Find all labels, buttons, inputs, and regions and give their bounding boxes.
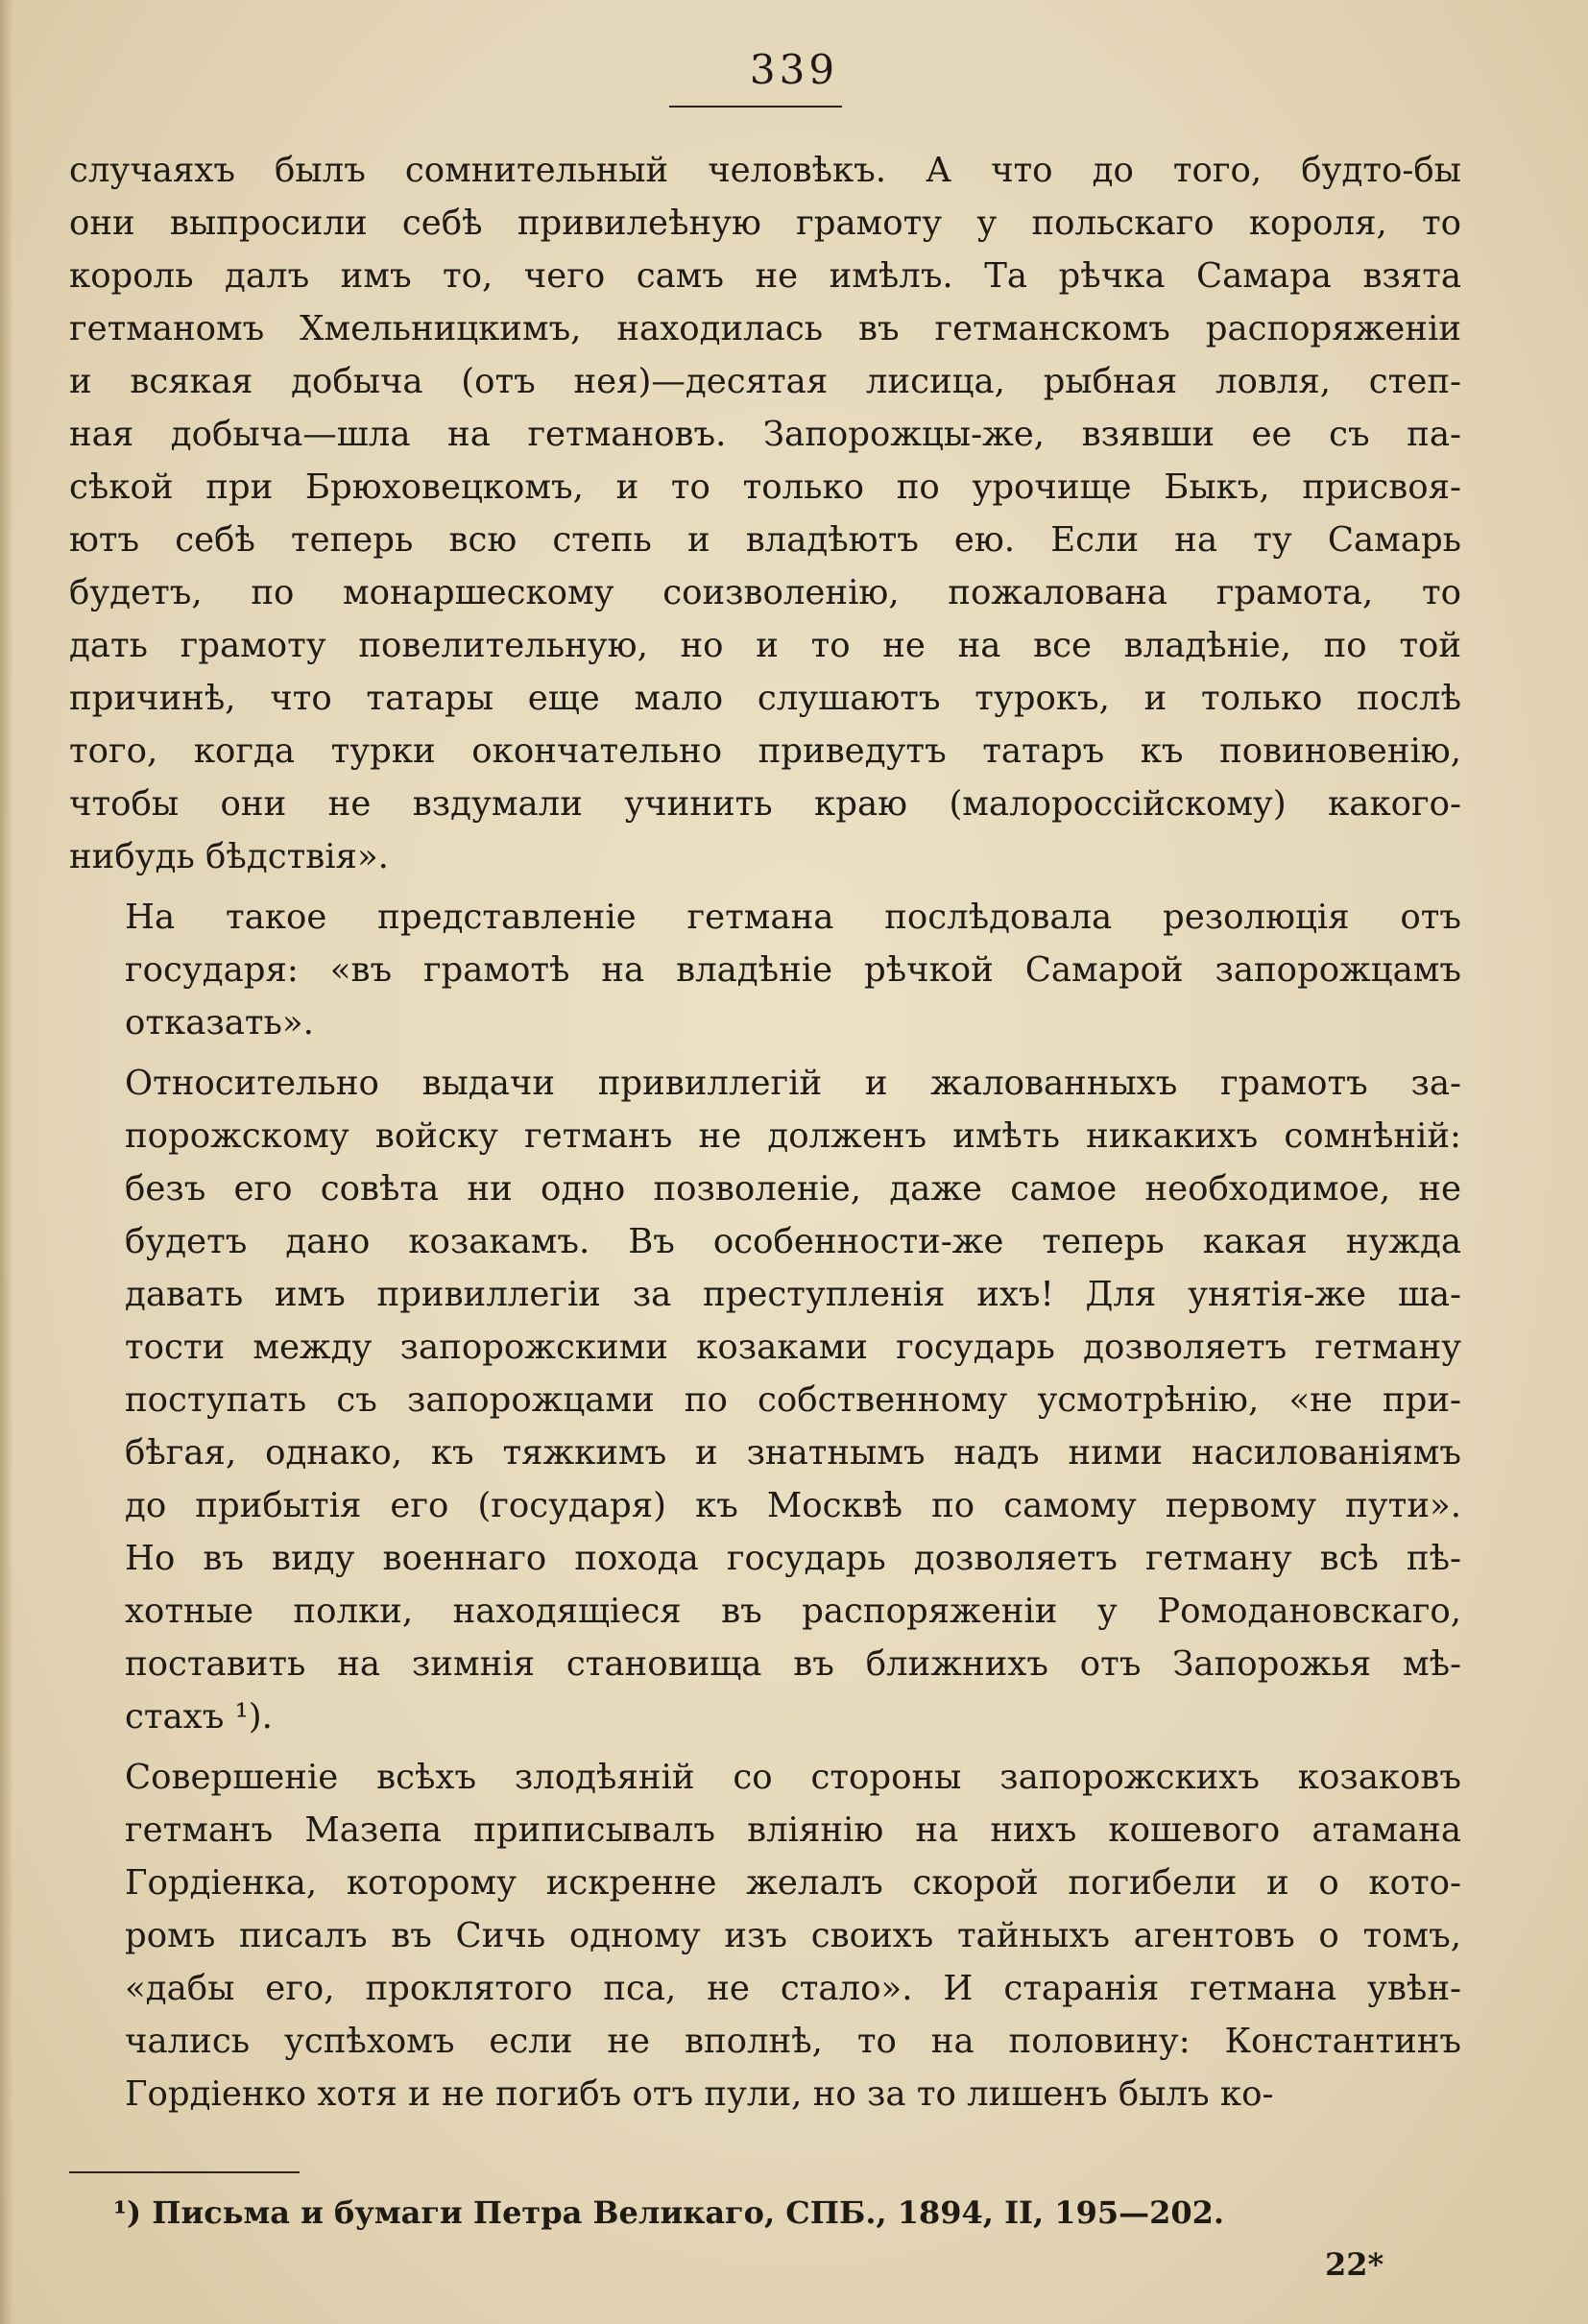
body-text <box>69 144 1461 2128</box>
text-line: Гордіенко хотя и не погибъ отъ пули, но за то лишенъ былъ ко- <box>125 2074 1274 2114</box>
signature-mark: 22* <box>1325 2246 1384 2283</box>
text-line: поставить на зимнія становища въ ближнихъ отъ Запорожья мѣ- <box>125 1644 1461 1684</box>
text-line: поступать съ запорожцами по собственному усмотрѣнію, «не при- <box>125 1380 1461 1420</box>
text-line: чтобы они не вздумали учинить краю (малороссійскому) какого- <box>69 784 1461 824</box>
text-line: стахъ ¹). <box>125 1697 273 1737</box>
text-line: чались успѣхомъ если не вполнѣ, то на половину: Константинъ <box>125 2022 1461 2061</box>
page-edge-shadow <box>0 0 13 2324</box>
text-line: случаяхъ былъ сомнительный человѣкъ. А что до того, будто-бы <box>69 151 1461 190</box>
text-line: они выпросили себѣ привилеѣную грамоту у польскаго короля, то <box>69 204 1461 243</box>
text-line: ютъ себѣ теперь всю степь и владѣютъ ею. Если на ту Самарь <box>69 520 1461 560</box>
text-line: гетманомъ Хмельницкимъ, находилась въ гетманскомъ распоряженіи <box>69 309 1461 348</box>
text-line: бѣгая, однако, къ тяжкимъ и знатнымъ надъ ними насилованіямъ <box>125 1433 1461 1473</box>
footnote-mark: ¹) <box>113 2194 142 2231</box>
paragraph <box>69 144 1461 883</box>
paragraph <box>69 891 1461 1049</box>
text-line: король далъ имъ то, чего самъ не имѣлъ. Та рѣчка Самара взята <box>69 256 1461 296</box>
paragraph <box>69 1751 1461 2120</box>
text-line: до прибытія его (государя) къ Москвѣ по самому первому пути». <box>125 1486 1461 1525</box>
text-line: Совершеніе всѣхъ злодѣяній со стороны запорожскихъ козаковъ <box>125 1758 1461 1797</box>
text-line: и всякая добыча (отъ нея)—десятая лисица, рыбная ловля, степ- <box>69 362 1461 401</box>
page-number: 339 <box>749 46 839 93</box>
text-line: На такое представленіе гетмана послѣдовала резолюція отъ <box>125 898 1461 937</box>
footnote-rule <box>69 2171 300 2173</box>
text-line: «дабы его, проклятого пса, не стало». И старанія гетмана увѣн- <box>125 1969 1461 2008</box>
text-line: причинѣ, что татары еще мало слушаютъ турокъ, и только послѣ <box>69 679 1461 718</box>
text-line: будетъ, по монаршескому соизволенію, пожалована грамота, то <box>69 573 1461 612</box>
text-line: хотные полки, находящіеся въ распоряженіи у Ромодановскаго, <box>125 1592 1461 1631</box>
text-line: Относительно выдачи привиллегій и жалованныхъ грамотъ за- <box>125 1064 1461 1103</box>
text-line: государя: «въ грамотѣ на владѣніе рѣчкой Самарой запорожцамъ <box>125 950 1461 990</box>
footnote <box>113 2192 1361 2234</box>
footnote-text: Письма и бумаги Петра Великаго, СПБ., 1894, II, 195—202. <box>152 2194 1225 2231</box>
text-line: нибудь бѣдствія». <box>69 837 389 876</box>
text-line: тости между запорожскими козаками государь дозволяетъ гетману <box>125 1328 1461 1367</box>
text-line: гетманъ Мазепа приписывалъ вліянію на нихъ кошевого атамана <box>125 1810 1461 1850</box>
text-line: ная добыча—шла на гетмановъ. Запорожцы-же, взявши ее съ па- <box>69 415 1461 454</box>
text-line: сѣкой при Брюховецкомъ, и то только по урочище Быкъ, присвоя- <box>69 467 1461 507</box>
text-line: дать грамоту повелительную, но и то не на все владѣніе, по той <box>69 626 1461 665</box>
paragraph <box>69 1057 1461 1743</box>
text-line: безъ его совѣта ни одно позволеніе, даже самое необходимое, не <box>125 1169 1461 1209</box>
text-line: будетъ дано козакамъ. Въ особенности-же теперь какая нужда <box>125 1222 1461 1261</box>
page-number-rule <box>669 106 842 108</box>
text-line: того, когда турки окончательно приведутъ татаръ къ повиновенію, <box>69 731 1461 771</box>
text-line: отказать». <box>125 1003 314 1042</box>
text-line: ромъ писалъ въ Сичь одному изъ своихъ тайныхъ агентовъ о томъ, <box>125 1916 1461 1955</box>
text-line: порожскому войску гетманъ не долженъ имѣть никакихъ сомнѣній: <box>125 1116 1461 1156</box>
text-line: Гордіенка, которому искренне желалъ скорой погибели и о кото- <box>125 1863 1461 1903</box>
text-line: Но въ виду военнаго похода государь дозволяетъ гетману всѣ пѣ- <box>125 1539 1461 1578</box>
text-line: давать имъ привиллегіи за преступленія ихъ! Для унятія-же ша- <box>125 1275 1461 1314</box>
